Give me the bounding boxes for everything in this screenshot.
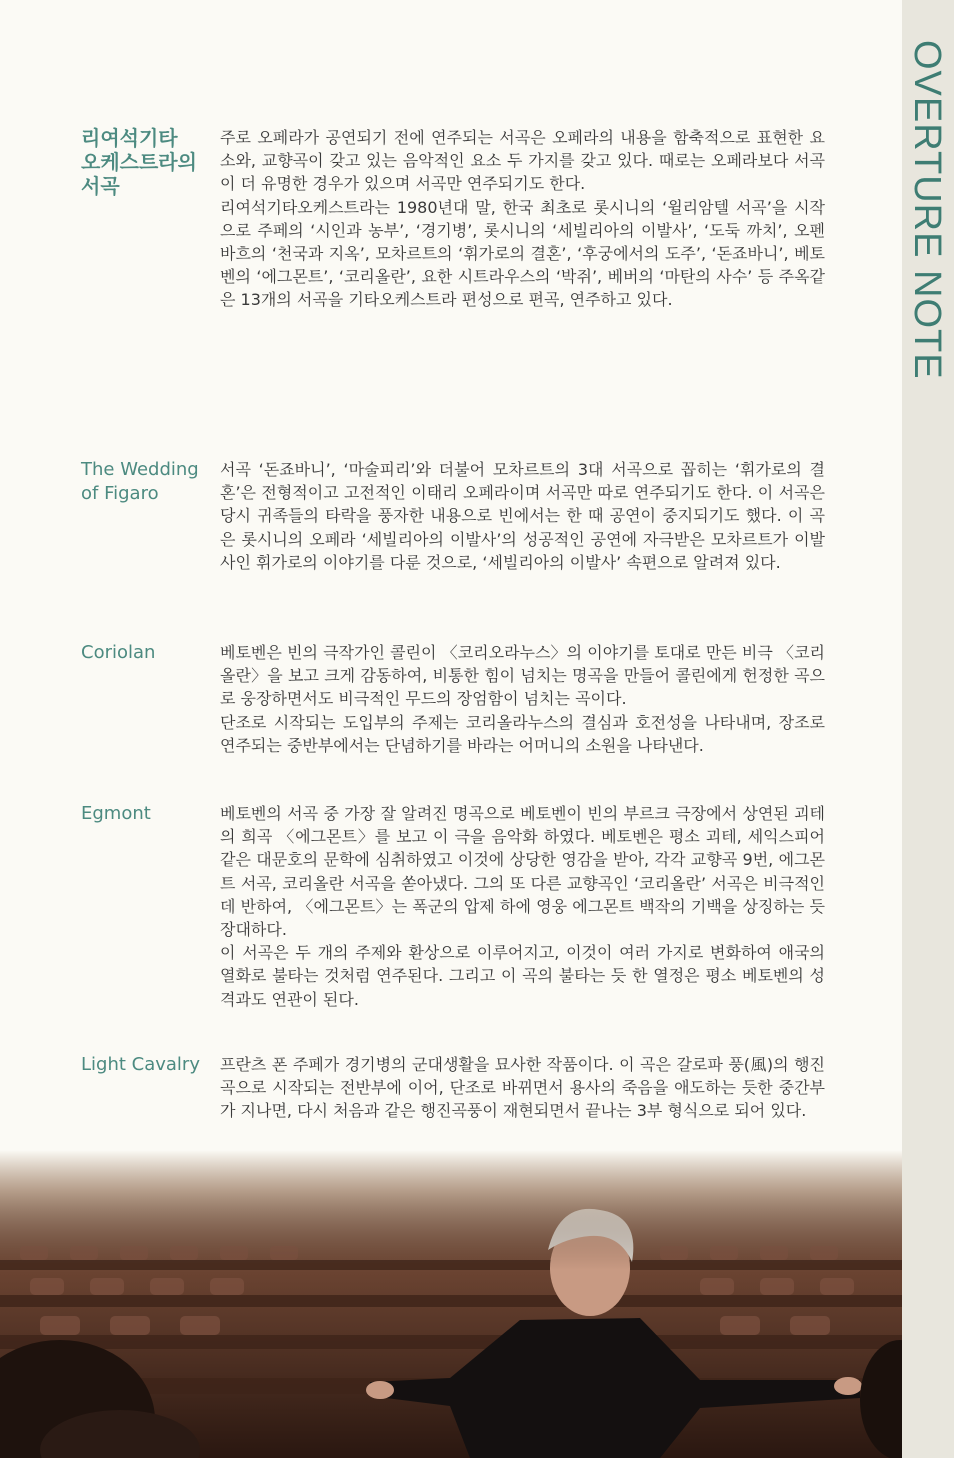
section-heading: Light Cavalry bbox=[81, 1054, 200, 1075]
side-title: OVERTURE NOTE bbox=[906, 40, 948, 380]
section-heading: Coriolan bbox=[81, 642, 156, 663]
paragraph: 이 서곡은 두 개의 주제와 환상으로 이루어지고, 이것이 여러 가지로 변화하여 애국의 열화로 불타는 것처럼 연주된다. 그리고 이 곡의 불타는 듯 한 열정은 평소 베토벤의 성격과도 연관이 된다. bbox=[220, 943, 825, 1009]
paragraph: 베토벤의 서곡 중 가장 잘 알려진 명곡으로 베토벤이 빈의 부르크 극장에서 상연된 괴테의 희곡 〈에그몬트〉를 보고 이 극을 음악화 하였다. 베토벤은 평소 괴테, 세익스피어 같은 대문호의 문학에 심취하였고 이것에 상당한 영감을 받아, 각각 교향곡 9번, 에그몬트 서곡, 코리올란 서곡을 쏟아냈다. 그의 또 다른 교향곡인 ‘코리올란’ 서곡은 비극적인데 반하여, 〈에그몬트〉는 폭군의 압제 하에 영웅 에그몬트 백작의 기백을 상징하는 듯 장대하다. bbox=[220, 804, 825, 940]
section-body bbox=[220, 641, 825, 757]
paragraph: 리여석기타오케스트라는 1980년대 말, 한국 최초로 롯시니의 ‘윌리암텔 서곡’을 시작으로 주페의 ‘시인과 농부’, ‘경기병’, 롯시니의 ‘세빌리아의 이발사’, ‘도둑 까치’, 오펜바흐의 ‘천국과 지옥’, 모차르트의 ‘휘가로의 결혼’, ‘후궁에서의 도주’, ‘돈죠바니’, 베토벤의 ‘에그몬트’, ‘코리올란’, 요한 시트라우스의 ‘박쥐’, 베버의 ‘마탄의 사수’ 등 주옥같은 13개의 서곡을 기타오케스트라 편성으로 편곡, 연주하고 있다. bbox=[220, 197, 825, 310]
conductor-photo bbox=[0, 1150, 902, 1458]
section-body bbox=[220, 802, 825, 1011]
section-heading: Egmont bbox=[81, 803, 151, 824]
section-heading: The Wedding of Figaro bbox=[81, 459, 199, 504]
paragraph: 단조로 시작되는 도입부의 주제는 코리올라누스의 결심과 호전성을 나타내며, 장조로 연주되는 중반부에서는 단념하기를 바라는 어머니의 소원을 나타낸다. bbox=[220, 712, 825, 755]
paragraph: 주로 오페라가 공연되기 전에 연주되는 서곡은 오페라의 내용을 함축적으로 표현한 요소와, 교향곡이 갖고 있는 음악적인 요소 두 가지를 갖고 있다. 때로는 오페라보다 서곡이 더 유명한 경우가 있으며 서곡만 연주되기도 한다. bbox=[220, 128, 825, 194]
paragraph: 서곡 ‘돈죠바니’, ‘마술피리’와 더불어 모차르트의 3대 서곡으로 꼽히는 ‘휘가로의 결혼’은 전형적이고 고전적인 이태리 오페라이며 서곡만 따로 연주되기도 한다. 이 서곡은 당시 귀족들의 타락을 풍자한 내용으로 빈에서는 한 때 공연이 중지되기도 했다. 이 곡은 롯시니의 오페라 ‘세빌리아의 이발사’의 성공적인 공연에 자극받은 모차르트가 이발사인 휘가로의 이야기를 다룬 것으로, ‘세빌리아의 이발사’ 속편으로 알려져 있다. bbox=[220, 460, 825, 572]
section-heading: 리여석기타 오케스트라의 서곡 bbox=[81, 126, 197, 198]
paragraph: 프란츠 폰 주페가 경기병의 군대생활을 묘사한 작품이다. 이 곡은 갈로파 풍(風)의 행진곡으로 시작되는 전반부에 이어, 단조로 바뀌면서 용사의 죽음을 애도하는 듯한 중간부가 지나면, 다시 처음과 같은 행진곡풍이 재현되면서 끝나는 3부 형식으로 되어 있다. bbox=[220, 1055, 825, 1121]
paragraph: 베토벤은 빈의 극작가인 콜린이 〈코리오라누스〉의 이야기를 토대로 만든 비극 〈코리올란〉을 보고 크게 감동하여, 비통한 힘이 넘치는 명곡을 만들어 콜린에게 헌정한 곡으로 웅장하면서도 비극적인 무드의 장엄함이 넘치는 곡이다. bbox=[220, 643, 825, 709]
section-body bbox=[220, 458, 825, 574]
section-body bbox=[220, 126, 825, 312]
section-body bbox=[220, 1053, 825, 1123]
